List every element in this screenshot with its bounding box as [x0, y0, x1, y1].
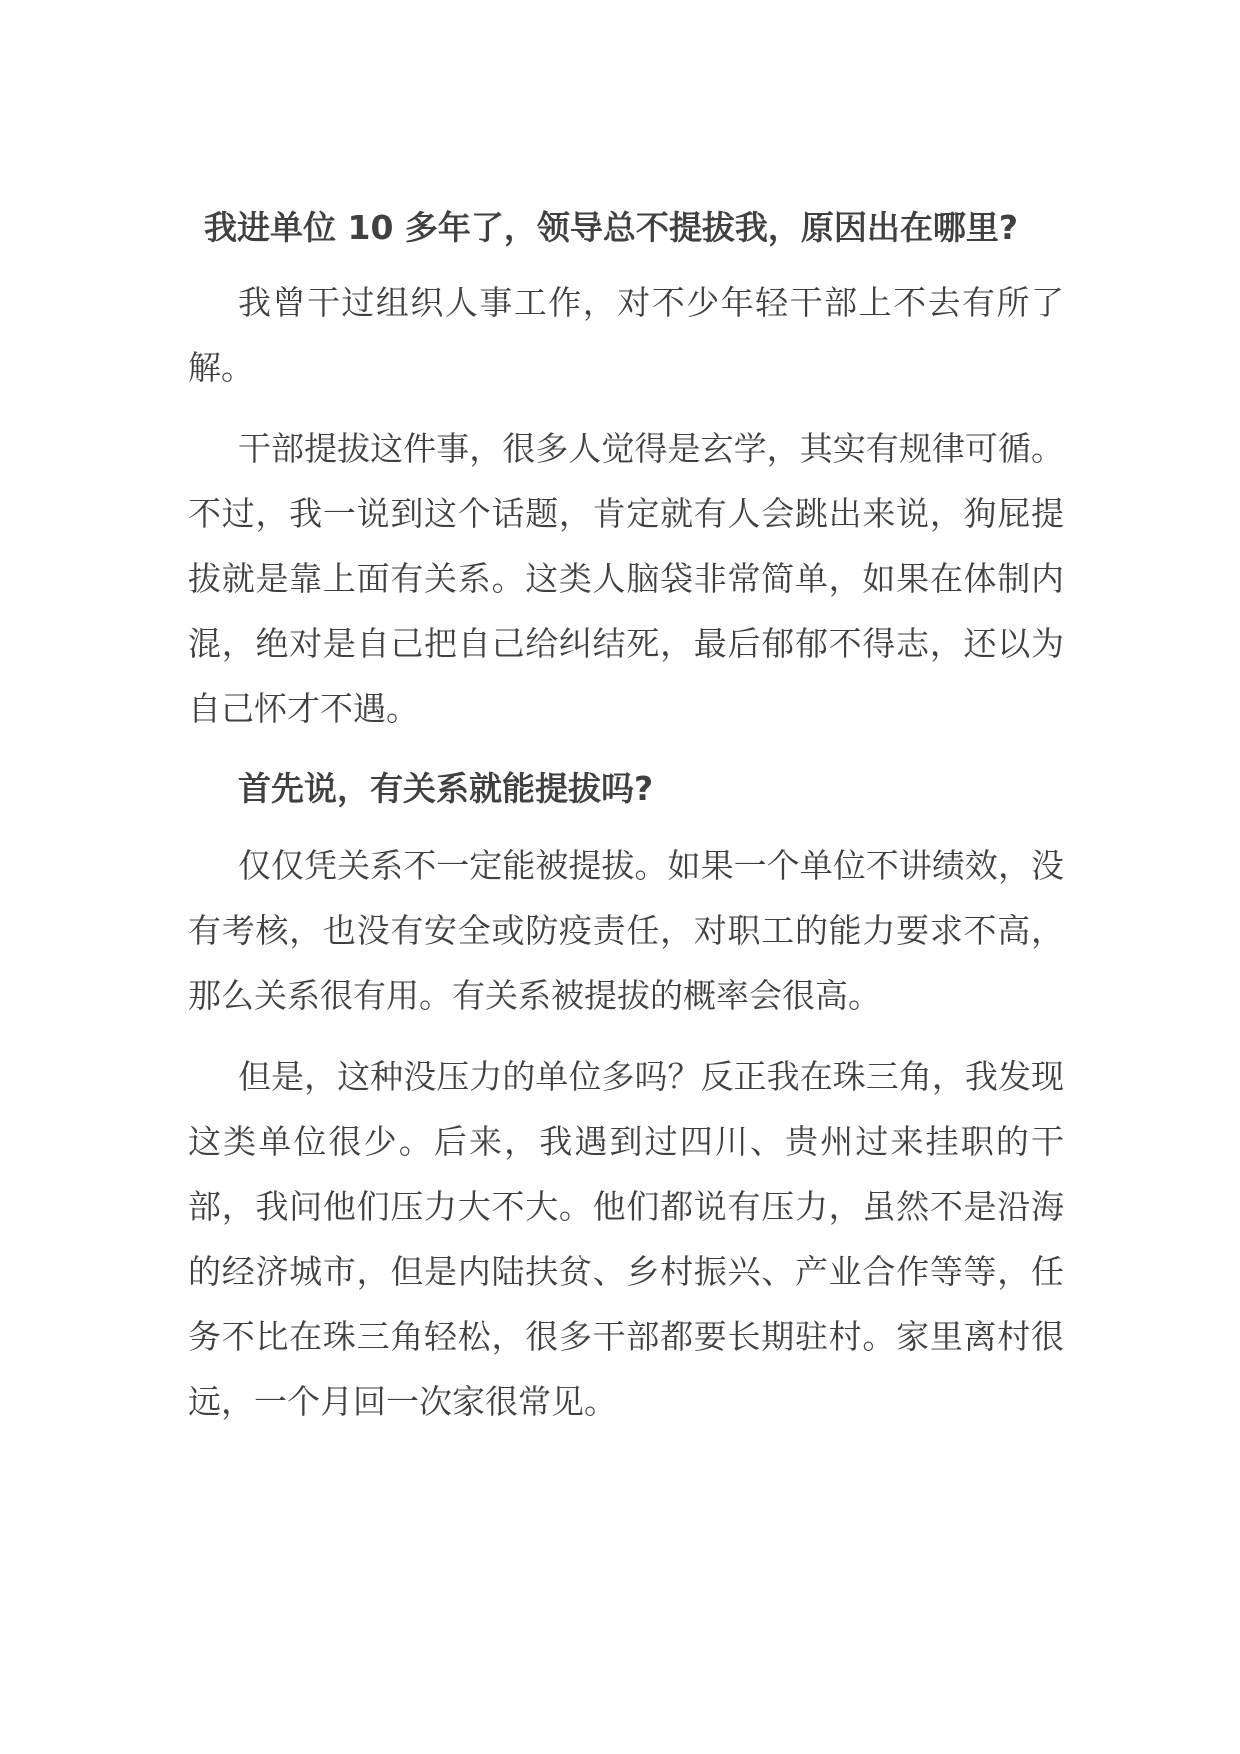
paragraph-promotion-rules: 干部提拔这件事，很多人觉得是玄学，其实有规律可循。不过，我一说到这个话题，肯定就有人会跳出来说，狗屁提拔就是靠上面有关系。这类人脑袋非常简单，如果在体制内混，绝对是自己把自己给纠结死，最后郁郁不得志，还以为自己怀才不遇。 [188, 429, 1064, 728]
section-heading: 首先说，有关系就能提拔吗? [238, 769, 654, 808]
document-page [188, 200, 1064, 1434]
document-title: 我进单位 10 多年了，领导总不提拔我，原因出在哪里? [204, 208, 1019, 247]
paragraph-pressure: 但是，这种没压力的单位多吗？反正我在珠三角，我发现这类单位很少。后来，我遇到过四川、贵州过来挂职的干部，我问他们压力大不大。他们都说有压力，虽然不是沿海的经济城市，但是内陆扶贫、乡村振兴、产业合作等等，任务不比在珠三角轻松，很多干部都要长期驻村。家里离村很远，一个月回一次家很常见。 [188, 1057, 1064, 1421]
paragraph-relationship: 仅仅凭关系不一定能被提拔。如果一个单位不讲绩效，没有考核，也没有安全或防疫责任，对职工的能力要求不高，那么关系很有用。有关系被提拔的概率会很高。 [188, 846, 1064, 1015]
paragraph-intro: 我曾干过组织人事工作，对不少年轻干部上不去有所了解。 [188, 283, 1064, 387]
